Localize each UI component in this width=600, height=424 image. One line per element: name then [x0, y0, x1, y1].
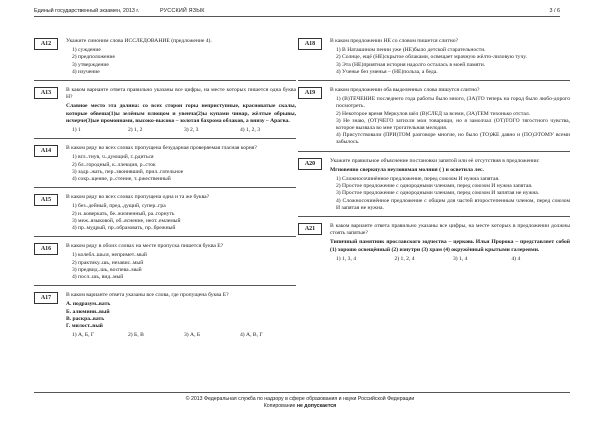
word-item: Б. алюмини..вый [66, 308, 110, 315]
answer-option: 1) В Наташином пении уже (НЕ)было детской старательности. [336, 47, 486, 54]
answer-option: 4) 4 [511, 255, 521, 262]
answer-option: 2) Простое предложение с однородными членами, перед союзом И нужна запятая. [336, 183, 533, 190]
task-id: A16 [34, 243, 58, 255]
answer-option: 4) Присутствовали (ПРИ)ТОМ разговоре многие, но было (ТО)ЖЕ давно и (ПО)ЭТОМУ всеми забылось. [336, 132, 570, 146]
task-question: В каком варианте ответа правильно указаны все цифры, на месте которых пишется одна буква Н? [66, 87, 296, 101]
answer-option: 1) колебл..шься, непримет..мый [72, 252, 147, 259]
task-a18 [298, 38, 570, 76]
task-divider [34, 236, 296, 237]
task-a19 [298, 87, 570, 147]
task-id: A17 [34, 292, 58, 304]
task-id: A13 [34, 87, 58, 99]
answer-option: 4) пр..мудрый, пр..образовать, пр..брежный [72, 225, 176, 232]
task-question: В каком варианте ответа правильно указаны все цифры, на месте которых в предложении должны стоять запятые? [330, 223, 570, 237]
answer-option: 2) предположение [72, 54, 116, 61]
answer-option: 4) Ученье без уменья – (НЕ)польза, а беда. [336, 68, 438, 75]
answer-option: 4) изучение [72, 68, 100, 75]
answer-option: 2) 1, 2 [128, 127, 143, 134]
answer-option: 2) Некоторое время Меркулов шёл (В)СЛЕД за всеми, (ЗА)ТЕМ тихонько отстал. [336, 110, 531, 117]
answer-option: 1) вгл..тнув, ч..дующий, г..рдиться [72, 154, 154, 161]
task-a16 [34, 243, 296, 281]
task-question: В каком ряду во всех словах пропущена безударная проверяемая гласная корня? [66, 145, 257, 152]
task-divider [34, 187, 296, 188]
answer-option: 2) Б, В [128, 332, 144, 339]
word-item: А. подразум..вать [66, 301, 111, 308]
answer-option: 3) меж..языковой, об..яснение, неот..емлемый [72, 217, 181, 224]
answer-option: 3) Не знаю, (ОТ)ЧЕГО затихли мои товарищи, но я замолчал (ОТ)ТОГО тягостного чувства, которое вызвала во мне трогательная мелодия. [336, 117, 570, 132]
answer-option: 4) А, В, Г [240, 332, 263, 339]
task-a15 [34, 194, 296, 232]
answer-option: 1) Сложносочинённое предложение, перед союзом И нужна запятая. [336, 176, 500, 183]
right-column [298, 38, 570, 263]
task-question: В каком ряду во всех словах пропущена одна и та же буква? [66, 194, 210, 201]
answer-option: 2) н..коверкать, бе..жизненный, ра..горнуть [72, 210, 175, 217]
answer-option: 2) Солнце, ещё (НЕ)скрытое облаками, освещает мрачную жёлто-лиловую тучу. [336, 54, 527, 61]
task-divider [34, 138, 296, 139]
page-header [34, 6, 560, 18]
copy-notice-text: Копирование [263, 403, 297, 409]
answer-option: 2) 1, 2, 4 [394, 255, 415, 262]
answer-option: 2) бл..городный, к..ллекция, р..сток [72, 161, 156, 168]
task-id: A21 [298, 223, 322, 235]
task-divider [298, 80, 570, 81]
task-text: Мгновенно сверкнула неуловимая молния ( ) и осветила лес. [330, 166, 484, 173]
task-id: A12 [34, 38, 58, 50]
answer-option: 1) суждение [72, 47, 101, 54]
word-item: В. раскра..вать [66, 315, 105, 322]
answer-option: 4) сокр..щение, р..стение, т..ржественный [72, 176, 171, 183]
answer-option: 2) практику..шь, независ..мый [72, 259, 144, 266]
task-question: В каком предложении НЕ со словом пишется слитно? [330, 38, 459, 44]
answer-option: 3) 1, 4 [453, 255, 468, 262]
task-a21 [298, 223, 570, 263]
task-a20 [298, 158, 570, 212]
task-a17 [34, 292, 296, 339]
word-item: Г. милост..вый [66, 323, 103, 330]
task-divider [34, 285, 296, 286]
task-text: Типичный памятник ярославского зодчества – церковь Ильи Пророка – представляет собой (1) хорошо освещённый (2) изнутри (3) храм (4) окружённый крытыми галереями. [330, 239, 570, 253]
task-id: A20 [298, 158, 322, 170]
task-divider [298, 151, 570, 152]
task-question: В каком предложении оба выделенных слова пишутся слитно? [330, 87, 480, 94]
task-question: В каком варианте ответа указаны все слова, где пропущена буква Е? [66, 292, 229, 299]
task-question: Укажите правильное объяснение постановки запятой или её отсутствия в предложении: [330, 157, 540, 164]
task-id: A19 [298, 87, 322, 99]
answer-option: 3) Простое предложение с однородными членами, перед союзом И запятая не нужна. [336, 190, 540, 197]
answer-option: 3) А, Б [184, 332, 201, 339]
task-id: A15 [34, 194, 58, 206]
task-text: Славное место эта долина: со всех сторон горы неприступные, красноватые скалы, которые обвеша(1)ы зелёным плющом и увенча(2)ы купами чинар, жёлтые обрывы, исчерче(3)ые промоинами, высоко-высоко – золотая бахрома облаков, а внизу – Арагва. [66, 103, 296, 124]
task-a12 [34, 38, 296, 76]
task-divider [34, 80, 296, 81]
task-question: Укажите синоним слова ИССЛЕДОВАНИЕ (предложение 4). [66, 38, 212, 44]
subject-title: РУССКИЙ ЯЗЫК [160, 8, 205, 14]
page-footer [0, 396, 600, 410]
task-id: A14 [34, 145, 58, 157]
answer-option: 1) А, Б, Г [72, 332, 95, 339]
left-column [34, 38, 296, 340]
copyright-line: © 2013 Федеральная служба по надзору в сфере образования и науки Российской Федерации [185, 396, 415, 402]
exam-title: Единый государственный экзамен, 2013 г. [34, 8, 140, 14]
header-divider [34, 16, 560, 17]
answer-option: 4) 1, 2, 3 [240, 127, 261, 134]
task-a14 [34, 145, 296, 183]
answer-option: 1) (В)ТЕЧЕНИЕ последнего года работы было много, (ЗА)ТО теперь на город было любо-дорого посмотреть. [336, 96, 570, 110]
task-id: A18 [298, 38, 322, 50]
copy-notice-emph: не допускается [296, 403, 337, 409]
answer-option: 3) Эта (НЕ)приятная история надолго осталась в моей памяти. [336, 61, 486, 68]
task-a13 [34, 87, 296, 134]
answer-option: 3) 2, 3 [184, 127, 199, 134]
answer-option: 1) без..дейный, пред..дущий, супер..гра [72, 203, 166, 210]
answer-option: 1) 1 [72, 127, 81, 134]
footer-divider [34, 392, 570, 393]
task-question: В каком ряду в обоих словах на месте пропуска пишется буква Е? [66, 243, 224, 250]
task-divider [298, 216, 570, 217]
answer-option: 4) посл..шь, вид..мый [72, 274, 124, 281]
copy-notice [0, 403, 600, 410]
answer-option: 4) Сложносочинённое предложение с общим для частей второстепенным членом, перед союзом И запятая не нужна. [336, 197, 570, 211]
answer-option: 3) предвид..шь, воспева..мый [72, 266, 142, 273]
answer-option: 1) 1, 3, 4 [336, 255, 357, 262]
answer-option: 3) задр..жать, пер..звонивший, прил..гательное [72, 168, 184, 175]
page-number: 3 / 6 [549, 8, 560, 14]
answer-option: 3) утверждение [72, 61, 109, 68]
